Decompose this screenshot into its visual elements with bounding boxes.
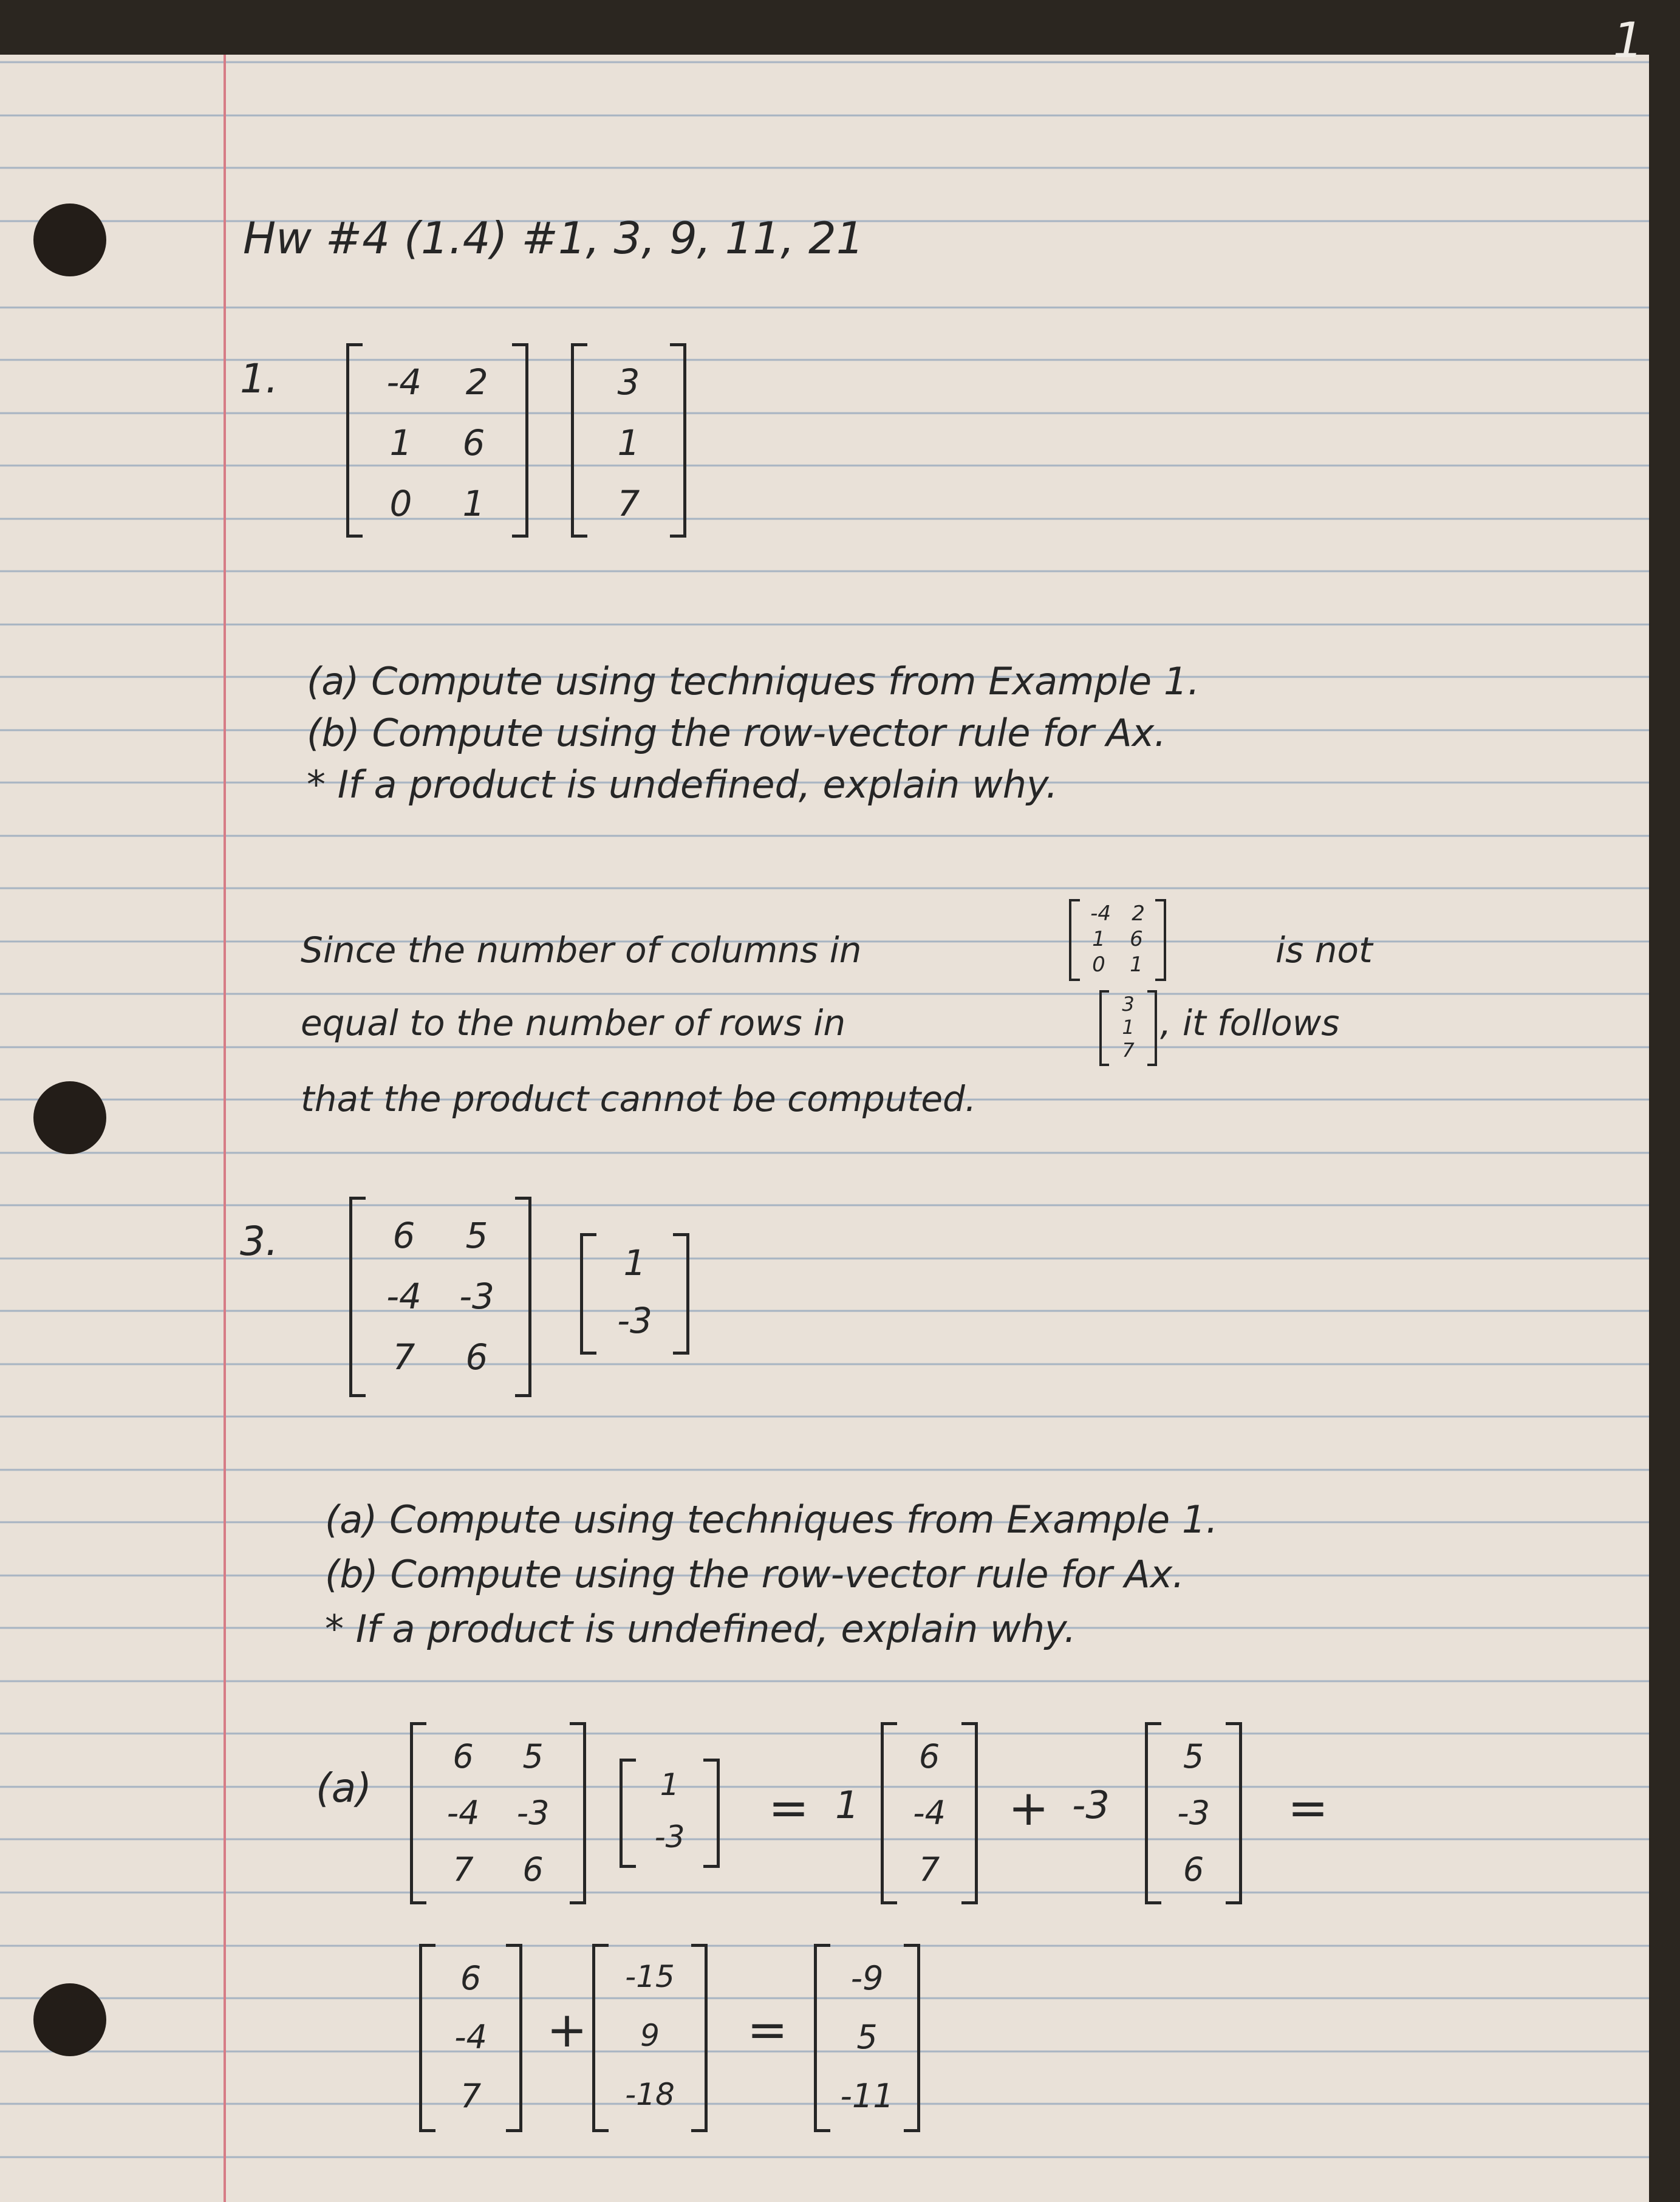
left-bracket — [349, 1197, 366, 1397]
right-bracket — [506, 1944, 522, 2132]
coefficient: -3 — [1072, 1783, 1110, 1827]
vector-entry: 7 — [460, 2077, 482, 2115]
right-bracket — [570, 1722, 586, 1904]
vector-x-small — [1099, 990, 1157, 1066]
left-bracket — [1069, 899, 1080, 981]
vector-entry: 7 — [918, 1850, 940, 1889]
matrix-entry: 6 — [465, 1336, 488, 1378]
page-number: 1 — [1613, 12, 1644, 69]
right-bracket — [673, 1233, 689, 1355]
right-bracket — [691, 1944, 708, 2132]
plus-sign: + — [1008, 1780, 1050, 1836]
vector-entry: 7 — [617, 483, 640, 524]
vector-entry: 1 — [1122, 1016, 1135, 1039]
vector-entry: 3 — [617, 361, 640, 403]
binder-hole — [33, 203, 106, 276]
left-bracket — [580, 1233, 596, 1355]
vector-entry: 5 — [1183, 1737, 1204, 1776]
vector-entry: 6 — [460, 1959, 482, 1997]
instruction-note: * If a product is undefined, explain why. — [307, 762, 1058, 807]
matrix-entry: 6 — [522, 1850, 544, 1889]
matrix-entry: 2 — [1132, 901, 1145, 926]
right-bracket — [512, 343, 528, 538]
matrix-A — [410, 1722, 586, 1904]
right-bracket — [1155, 899, 1166, 981]
matrix-entry: 6 — [452, 1737, 474, 1776]
answer-text: is not — [1275, 929, 1373, 971]
matrix-entry: -4 — [1090, 901, 1111, 926]
left-bracket — [881, 1722, 897, 1904]
vector-entry: 3 — [1122, 993, 1135, 1016]
instruction-a: (a) Compute using techniques from Example 1. — [325, 1497, 1218, 1542]
matrix-A — [346, 343, 528, 538]
right-bracket — [515, 1197, 531, 1397]
left-bracket — [1145, 1722, 1161, 1904]
result-vector — [814, 1944, 920, 2132]
assignment-header: Hw #4 (1.4) #1, 3, 9, 11, 21 — [243, 213, 864, 264]
matrix-entry: 0 — [389, 483, 412, 524]
vector-entry: -4 — [454, 2018, 487, 2056]
vector-entry: 6 — [918, 1737, 940, 1776]
vector-entry: -11 — [840, 2077, 894, 2115]
left-bracket — [346, 343, 363, 538]
matrix-entry: 6 — [1130, 927, 1143, 951]
answer-text: that the product cannot be computed. — [301, 1078, 977, 1120]
binder-hole — [33, 1081, 106, 1154]
plus-sign: + — [547, 2002, 588, 2058]
matrix-entry: 0 — [1092, 952, 1105, 977]
left-bracket — [571, 343, 587, 538]
column-vector — [881, 1722, 978, 1904]
instruction-note: * If a product is undefined, explain why. — [325, 1607, 1076, 1651]
matrix-entry: 5 — [465, 1215, 488, 1256]
equals-sign: = — [747, 2002, 788, 2058]
right-bracket — [961, 1722, 978, 1904]
equals-sign: = — [1288, 1780, 1329, 1836]
vector-x — [580, 1233, 689, 1355]
column-vector — [1145, 1722, 1242, 1904]
vector-entry: 1 — [660, 1767, 680, 1802]
matrix-entry: -4 — [386, 1276, 422, 1317]
matrix-A-small — [1069, 899, 1166, 981]
instruction-a: (a) Compute using techniques from Example 1. — [307, 659, 1200, 703]
vector-entry: -18 — [625, 2077, 675, 2112]
work-label: (a) — [316, 1765, 372, 1811]
instruction-b: (b) Compute using the row-vector rule for Ax. — [325, 1552, 1185, 1596]
vector-entry: -3 — [654, 1819, 685, 1855]
right-bracket — [904, 1944, 920, 2132]
vector-entry: 6 — [1183, 1850, 1204, 1889]
column-vector — [592, 1944, 708, 2132]
binder-hole — [33, 1983, 106, 2056]
vector-entry: 1 — [623, 1242, 646, 1284]
matrix-entry: 1 — [462, 483, 485, 524]
matrix-entry: 7 — [392, 1336, 415, 1378]
matrix-entry: -4 — [386, 361, 422, 403]
matrix-entry: 1 — [1092, 927, 1105, 951]
vector-entry: 1 — [617, 422, 640, 463]
coefficient: 1 — [835, 1783, 859, 1827]
vector-entry: 7 — [1122, 1039, 1135, 1062]
matrix-entry: 6 — [392, 1215, 415, 1256]
right-bracket — [1147, 990, 1157, 1066]
margin-line — [224, 55, 226, 2202]
left-bracket — [419, 1944, 435, 2132]
vector-entry: 5 — [856, 2018, 878, 2056]
right-bracket — [1226, 1722, 1242, 1904]
matrix-entry: 6 — [462, 422, 485, 463]
matrix-entry: 1 — [389, 422, 412, 463]
vector-entry: -9 — [850, 1959, 884, 1997]
matrix-A — [349, 1197, 531, 1397]
right-bracket — [670, 343, 686, 538]
problem-number: 3. — [240, 1218, 278, 1265]
answer-text: , it follows — [1160, 1002, 1340, 1044]
problem-number: 1. — [240, 355, 278, 402]
column-vector — [419, 1944, 522, 2132]
equals-sign: = — [768, 1780, 810, 1836]
answer-text: Since the number of columns in — [301, 929, 862, 971]
matrix-entry: -3 — [516, 1794, 550, 1832]
left-bracket — [410, 1722, 426, 1904]
matrix-entry: 5 — [522, 1737, 544, 1776]
left-bracket — [592, 1944, 609, 2132]
vector-x — [571, 343, 686, 538]
vector-entry: -15 — [625, 1959, 675, 1994]
matrix-entry: 1 — [1130, 952, 1143, 977]
left-bracket — [620, 1759, 636, 1868]
matrix-entry: -4 — [446, 1794, 480, 1832]
answer-text: equal to the number of rows in — [301, 1002, 846, 1044]
matrix-entry: -3 — [459, 1276, 494, 1317]
right-bracket — [703, 1759, 720, 1868]
vector-entry: -3 — [1177, 1794, 1210, 1832]
instruction-b: (b) Compute using the row-vector rule for Ax. — [307, 711, 1167, 755]
matrix-entry: 2 — [465, 361, 488, 403]
matrix-entry: 7 — [452, 1850, 474, 1889]
left-bracket — [814, 1944, 830, 2132]
vector-entry: -3 — [617, 1300, 652, 1341]
vector-x — [620, 1759, 720, 1868]
vector-entry: 9 — [640, 2018, 660, 2053]
vector-entry: -4 — [913, 1794, 946, 1832]
